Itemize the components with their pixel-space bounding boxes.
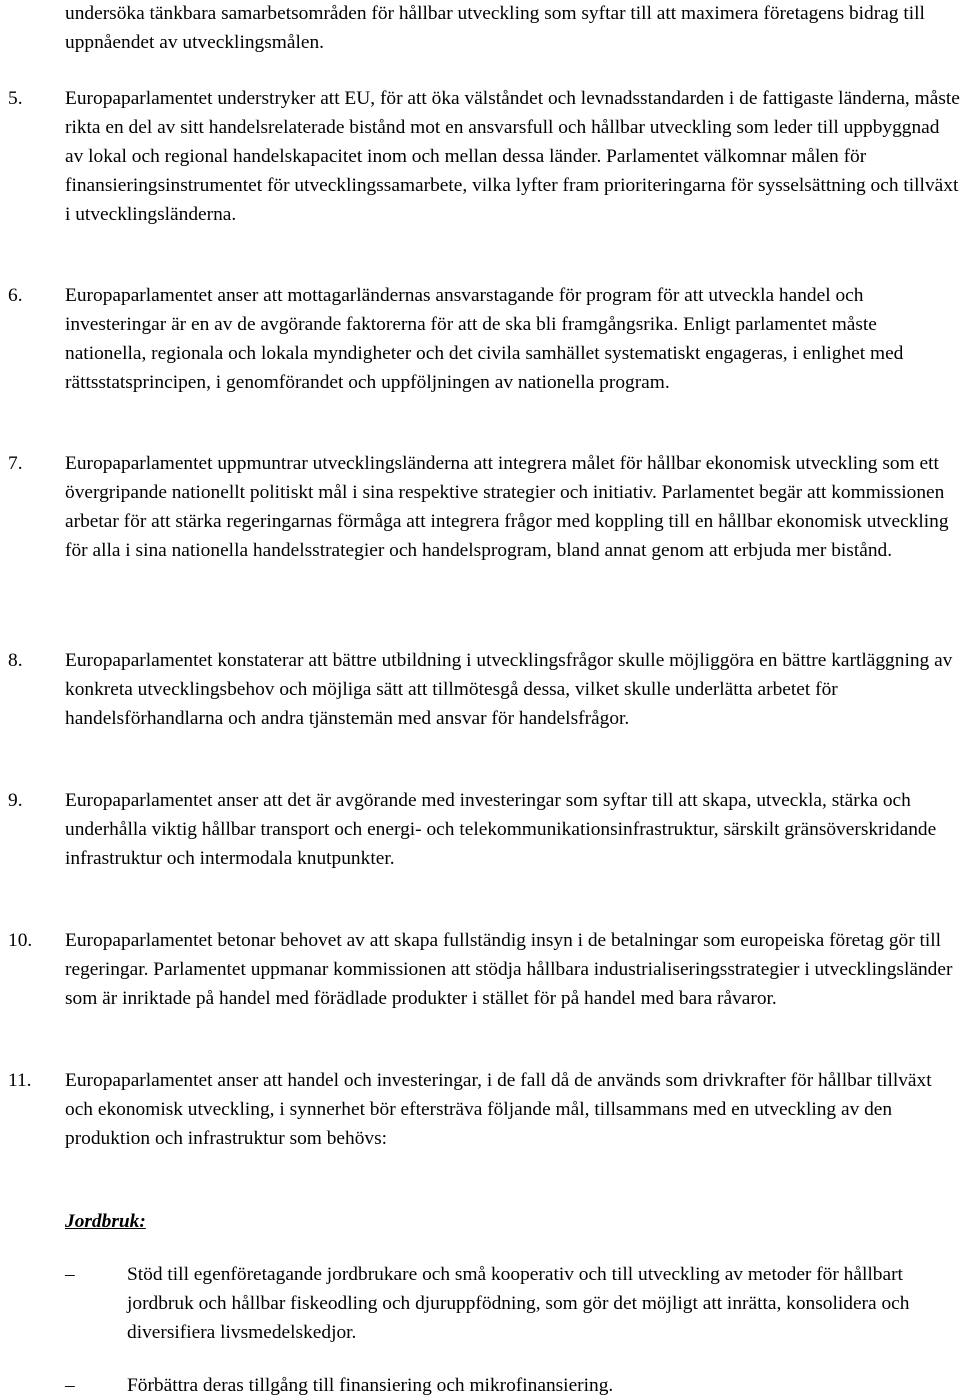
paragraph-text: Europaparlamentet anser att handel och investeringar, i de fall då de används som drivkrafter för hållbar tillväxt och ekonomisk utveckling, i synnerhet bör eftersträva följande mål, tillsammans med en utveckling av den produktion och infrastruktur som behövs: (65, 1070, 932, 1149)
bullet-dash: – (65, 1264, 75, 1285)
intro-paragraph: undersöka tänkbara samarbetsområden för hållbar utveckling som syftar till att maximera företagens bidrag till uppnåendet av utvecklingsmålen. (65, 3, 925, 53)
paragraph-number: 6. (8, 285, 23, 306)
paragraph-number: 8. (8, 650, 23, 671)
paragraph-text: Europaparlamentet anser att mottagarländernas ansvarstagande för program för att utveckla handel och investeringar är en av de avgörande faktorerna för att de ska bli framgångsrika. Enligt parlamentet måste nationella, regionala och lokala myndigheter och det civila samhället systematiskt engageras, i enlighet med rättsstatsprincipen, i genomförandet och uppföljningen av nationella program. (65, 285, 904, 393)
paragraph-number: 11. (8, 1070, 32, 1091)
paragraph-number: 7. (8, 453, 23, 474)
paragraph-text: Europaparlamentet konstaterar att bättre utbildning i utvecklingsfrågor skulle möjliggöra en bättre kartläggning av konkreta utvecklingsbehov och möjliga sätt att tillmötesgå dessa, vilket skulle underlätta arbetet för handelsförhandlarna och andra tjänstemän med ansvar för handelsfrågor. (65, 650, 953, 729)
paragraph-text: Europaparlamentet understryker att EU, för att öka välståndet och levnadsstandarden i de fattigaste länderna, måste rikta en del av sitt handelsrelaterade bistånd mot en ansvarsfull och hållbar utveckling som leder till uppbyggnad av lokal och regional handelskapacitet inom och mellan dessa länder. Parlamentet välkomnar målen för finansieringsinstrumentet för utvecklingssamarbete, vilka lyfter fram prioriteringarna för sysselsättning och tillväxt i utvecklingsländerna. (65, 88, 960, 225)
paragraph-text: Europaparlamentet betonar behovet av att skapa fullständig insyn i de betalningar som europeiska företag gör till regeringar. Parlamentet uppmanar kommissionen att stödja hållbara industrialiseringsstrategier i utvecklingsländer som är inriktade på handel med förädlade produkter i stället för på handel med bara råvaror. (65, 930, 953, 1009)
paragraph-number: 9. (8, 790, 23, 811)
paragraph-number: 5. (8, 88, 23, 109)
paragraph-text: Europaparlamentet anser att det är avgörande med investeringar som syftar till att skapa, utveckla, stärka och underhålla viktig hållbar transport och energi- och telekommunikationsinfrastruktur, särskilt gränsöverskridande infrastruktur och intermodala knutpunkter. (65, 790, 937, 869)
section-heading-jordbruk: Jordbruk: (65, 1211, 146, 1232)
bullet-dash: – (65, 1375, 75, 1396)
bullet-text: Stöd till egenföretagande jordbrukare och små kooperativ och till utveckling av metoder för hållbart jordbruk och hållbar fiskeodling och djuruppfödning, som gör det möjligt att inrätta, konsolidera och diversifiera livsmedelskedjor. (127, 1264, 910, 1343)
bullet-text: Förbättra deras tillgång till finansiering och mikrofinansiering. (127, 1375, 614, 1396)
paragraph-number: 10. (8, 930, 33, 951)
paragraph-text: Europaparlamentet uppmuntrar utvecklingsländerna att integrera målet för hållbar ekonomisk utveckling som ett övergripande nationellt politiskt mål i sina respektive strategier och initiativ. Parlamentet begär att kommissionen arbetar för att stärka regeringarnas förmåga att integrera frågor med koppling till en hållbar ekonomisk utveckling för alla i sina nationella handelsstrategier och handelsprogram, bland annat genom att erbjuda mer bistånd. (65, 453, 949, 561)
